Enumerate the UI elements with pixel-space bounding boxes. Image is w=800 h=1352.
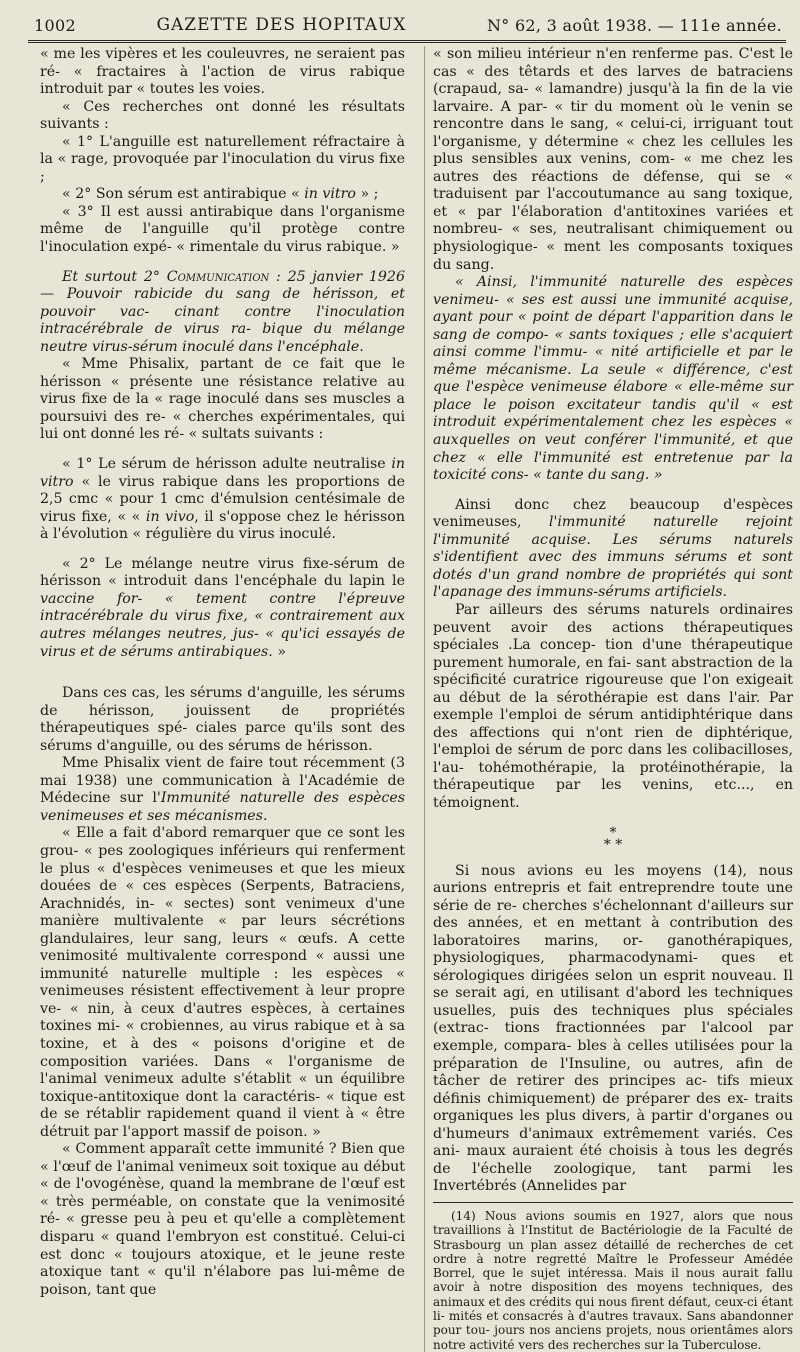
journal-title: GAZETTE DES HOPITAUX <box>156 15 407 35</box>
left-paragraph-2: « Ces recherches ont donné les résultats suivants : <box>40 98 405 133</box>
second-communication: Et surtout 2° Communication : 25 janvier 1926 — Pouvoir rabicide du sang de hérisson, et pouvoir vac- cinant contre l'inoculation intracérébrale de virus ra- bique du mélange neutre virus-sérum inoculé dans l'encéphale. <box>40 268 405 355</box>
issue-date: N° 62, 3 août 1938. — 111e année. <box>486 15 782 35</box>
left-paragraph-1: « me les vipères et les couleuvres, ne seraient pas ré- « fractaires à l'action de virus rabique introduit par « toutes les voies. <box>40 46 405 98</box>
left-column <box>40 46 405 1299</box>
left-paragraph-8: « 1° Le sérum de hérisson adulte neutralise in vitro « le virus rabique dans les proportions de 2,5 cmc « pour 1 cmc d'émulsion centésimale de virus fixe, « « in vivo, il s'oppose chez le hérisson à l'évolution « régulière du virus inoculé. <box>40 456 405 543</box>
right-column <box>424 46 793 1352</box>
right-paragraph-2: « Ainsi, l'immunité naturelle des espèces venimeu- « ses est aussi une immunité acquise, ayant pour « point de départ l'apparition dans le sang de compo- « sants toxiques ; elle s'acquiert ainsi comme l'immu- « nité artificielle et par le même mécanisme. La seule « différence, c'est que l'espèce venimeuse élabore « elle-même sur place le poison excitateur tandis qu'il « est introduit expérimentalement chez les espèces « auxquelles on veut conférer l'immunité, et que chez « elle l'immunité est entretenue par la toxicité cons- « tante du sang. » <box>433 274 793 484</box>
left-paragraph-12: « Elle a fait d'abord remarquer que ce sont les grou- « pes zoologiques inférieurs qui renferment le plus « d'espèces venimeuses et que les mieux douées de « ces espèces (Serpents, Batraciens, Arachnidés, in- « sectes) sont venimeux d'une manière multivalente « par leurs sécrétions glandulaires, leur sang, leurs « œufs. A cette venimosité multivalente correspond « aussi une immunité naturelle multiple : les espèces « venimeuses résistent effectivement à leur propre ve- « nin, à ceux d'autres espèces, à certaines toxines mi- « crobiennes, au virus rabique et à sa toxine, et à des « poisons d'origine et de composition variées. Dans « l'organisme de l'animal venimeux adulte s'établit « un équilibre toxique-antitoxique dont la caractéris- « tique est de se rétablir rapidement quand il vient à « être détruit par l'apport massif de poison. » <box>40 825 405 1140</box>
footnote-14 <box>433 1209 793 1352</box>
running-header <box>28 12 786 43</box>
page-number: 1002 <box>34 15 76 35</box>
right-paragraph-4: Par ailleurs des sérums naturels ordinaires peuvent avoir des actions thérapeutiques spéciales .La concep- tion d'une thérapeutique purement humorale, en fai- sant abstraction de la spécificité curatrice rigoureuse que l'on exigeait au début de la sérothérapie est dans l'air. Par exemple l'emploi de sérum antidiphtérique dans des affections qui n'ont rien de diphtérique, l'emploi de sérum de porc dans les colibacilloses, l'au- tohémothérapie, la protéinothérapie, la thérapeutique par les venins, etc..., en témoignent. <box>433 601 793 811</box>
left-paragraph-13: « Comment apparaît cette immunité ? Bien que « l'œuf de l'animal venimeux soit toxique au début « de l'ovogénèse, quand la membrane de l'œuf est « très perméable, on constate que la venimosité ré- « gresse peu à peu et qu'elle a complètement disparu « quand l'embryon est constitué. Celui-ci est donc « toujours atoxique, et le jeune reste atoxique tant « qu'il n'élabore pas lui-même de poison, tant que <box>40 1141 405 1298</box>
right-paragraph-1: « son milieu intérieur n'en renferme pas. C'est le cas « des têtards et des larves de batraciens (crapaud, sa- « lamandre) jusqu'à la fin de la vie larvaire. A par- « tir du moment où le venin se rencontre dans le sang, « celui-ci, irriguant tout l'organisme, y détermine « chez les cellules les plus sensibles aux venins, com- « me chez les autres des réactions de défense, qui se « traduisent par l'accoutumance au sang toxique, et « par l'élaboration d'antitoxines variées et nombreu- « ses, neutralisant chimiquement ou physiologique- « ment les composants toxiques du sang. <box>433 46 793 273</box>
footnote-text: (14) Nous avions soumis en 1927, alors que nous travaillions à l'Institut de Bactériologie de la Faculté de Strasbourg un plan assez détaillé de recherches de cet ordre à notre regretté Maître le Professeur Amédée Borrel, que le sujet intéressa. Mais il nous aurait fallu avoir à notre disposition des moyens techniques, des animaux et des crédits qui nous firent défaut, ceux-ci étant li- mités et consacrés à d'autres travaux. Sans abandonner pour tou- jours nos anciens projets, nous orientâmes alors notre activité vers des recherches sur la Tuberculose. <box>433 1208 793 1352</box>
footnote-rule <box>433 1202 793 1203</box>
right-paragraph-5: Si nous avions eu les moyens (14), nous aurions entrepris et fait entreprendre toute une série de re- cherches s'échelonnant d'ailleurs sur des années, et en mettant à contribution des laboratoires marins, or- ganothérapiques, physiologiques, pharmacodynami- ques et sérologiques dirigées selon un esprit nouveau. Il se serait agi, en utilisant d'abord les techniques usuelles, puis des techniques plus spéciales (extrac- tions fractionnées par l'alcool par exemple, compara- bles à celles utilisées pour la préparation de l'Insuline, ou autres, afin de tâcher de retirer des principes ac- tifs mieux définis chimiquement) de préparer des ex- traits organiques les plus divers, à partir d'organes ou d'humeurs d'animaux extrêmement variés. Ces ani- maux auraient été choisis à tous les degrés de l'échelle zoologique, tant parmi les Invertébrés (Annelides par <box>433 862 793 1195</box>
left-paragraph-11: Mme Phisalix vient de faire tout récemment (3 mai 1938) une communication à l'Académie de Médecine sur l'Immunité naturelle des espèces venimeuses et ses mécanismes. <box>40 755 406 824</box>
left-paragraph-5: « 3° Il est aussi antirabique dans l'organisme même de l'anguille qu'il protège contre l'inoculation expé- « rimentale du virus rabique. » <box>40 203 405 256</box>
left-paragraph-3: « 1° L'anguille est naturellement réfractaire à la « rage, provoquée par l'inoculation du virus fixe ; <box>40 133 405 185</box>
section-separator-asterism: * * * <box>603 824 623 853</box>
left-paragraph-10: Dans ces cas, les sérums d'anguille, les sérums de hérisson, jouissent de propriétés thérapeutiques spé- ciales parce qu'ils sont des sérums d'anguille, ou des sérums de hérisson. <box>40 685 405 754</box>
left-paragraph-7: « Mme Phisalix, partant de ce fait que le hérisson « présente une résistance relative au virus fixe de la « rage inoculé dans ses muscles a poursuivi des re- « cherches expérimentales, qui lui ont donné les ré- « sultats suivants : <box>40 356 405 443</box>
left-paragraph-4: « 2° Son sérum est antirabique « in vitro » ; <box>62 186 379 203</box>
right-paragraph-3: Ainsi donc chez beaucoup d'espèces venimeuses, l'immunité naturelle rejoint l'immunité acquise. Les sérums naturels s'identifient avec des immuns sérums et sont dotés d'un grand nombre de propriétés qui sont l'apanage des immuns-sérums artificiels. <box>433 496 793 601</box>
left-paragraph-9: « 2° Le mélange neutre virus fixe-sérum de hérisson « introduit dans l'encéphale du lapin le vaccine for- « tement contre l'épreuve intracérébrale du virus fixe, « contrairement aux autres mélanges neutres, jus- « qu'ici essayés de virus et de sérums antirabiques. » <box>40 555 405 660</box>
